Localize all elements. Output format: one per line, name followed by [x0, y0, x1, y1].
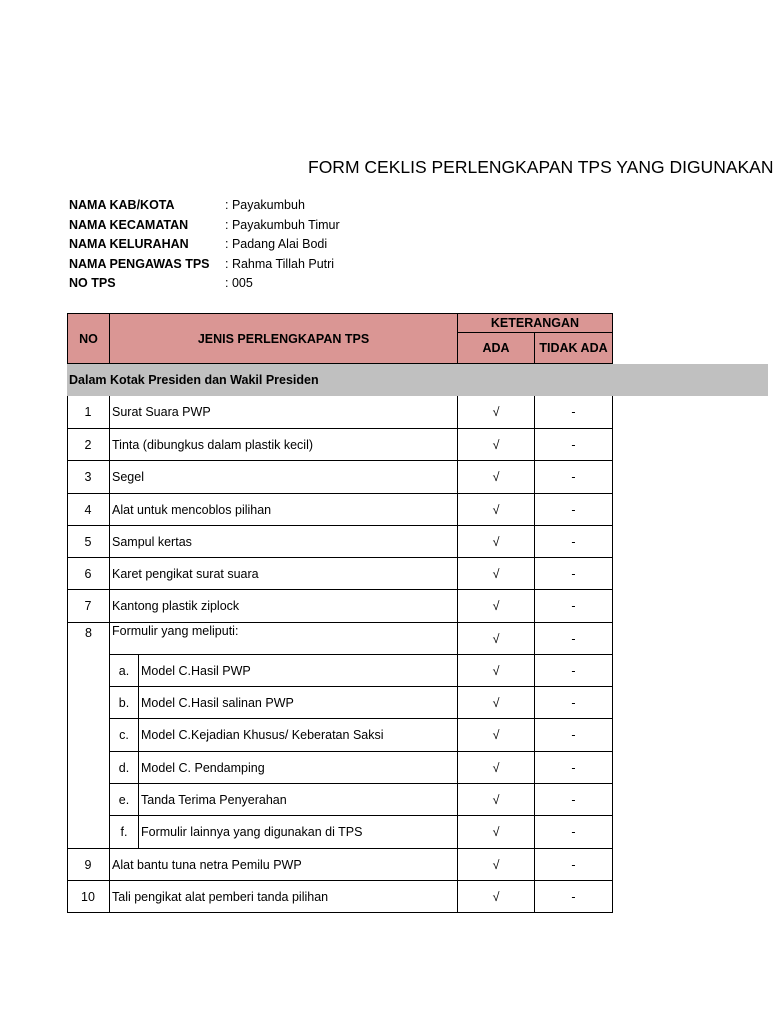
- table-left-border: [67, 396, 68, 913]
- row-ada: √: [458, 881, 535, 913]
- subrow-item: Model C.Hasil salinan PWP: [139, 687, 458, 719]
- subrow-tidak-ada: -: [535, 655, 613, 687]
- subrow-letter: f.: [110, 816, 139, 849]
- row-item: Alat untuk mencoblos pilihan: [110, 494, 458, 526]
- page-title: FORM CEKLIS PERLENGKAPAN TPS YANG DIGUNAKAN: [308, 157, 774, 177]
- row-tidak-ada: -: [535, 558, 613, 590]
- row-ada: √: [458, 396, 535, 429]
- row-item: Surat Suara PWP: [110, 396, 458, 429]
- info-label: NAMA KECAMATAN: [69, 217, 189, 232]
- subrow-letter: c.: [110, 719, 139, 752]
- subrow-ada: √: [458, 719, 535, 752]
- subrow-tidak-ada: -: [535, 719, 613, 752]
- info-value: : Payakumbuh Timur: [225, 217, 340, 232]
- row-item: Karet pengikat surat suara: [110, 558, 458, 590]
- subrow-letter: d.: [110, 752, 139, 784]
- row-item: Segel: [110, 461, 458, 494]
- row-tidak-ada: -: [535, 623, 613, 655]
- row-ada: √: [458, 590, 535, 623]
- row-no: 9: [67, 849, 110, 881]
- row-tidak-ada: -: [535, 849, 613, 881]
- row-ada: √: [458, 526, 535, 558]
- row-no: 4: [67, 494, 110, 526]
- subrow-ada: √: [458, 655, 535, 687]
- row-no: 1: [67, 396, 110, 429]
- row-no: 7: [67, 590, 110, 623]
- subrow-item: Tanda Terima Penyerahan: [139, 784, 458, 816]
- subrow-ada: √: [458, 752, 535, 784]
- subrow-tidak-ada: -: [535, 752, 613, 784]
- row-item: Alat bantu tuna netra Pemilu PWP: [110, 849, 458, 881]
- header-tidak-ada: TIDAK ADA: [535, 333, 613, 364]
- row-ada: √: [458, 429, 535, 461]
- header-ada: ADA: [458, 333, 535, 364]
- info-value: : 005: [225, 276, 253, 291]
- info-value: : Rahma Tillah Putri: [225, 256, 335, 271]
- row-ada: √: [458, 461, 535, 494]
- subrow-letter: e.: [110, 784, 139, 816]
- subrow-item: Model C. Pendamping: [139, 752, 458, 784]
- row-no: 10: [67, 881, 110, 913]
- subrow-item: Model C.Hasil PWP: [139, 655, 458, 687]
- subrow-letter: b.: [110, 687, 139, 719]
- subrow-ada: √: [458, 816, 535, 849]
- info-value: : Payakumbuh: [225, 198, 305, 212]
- row-tidak-ada: -: [535, 429, 613, 461]
- row-no: 6: [67, 558, 110, 590]
- row-no: 8: [85, 626, 92, 640]
- row-no: 3: [67, 461, 110, 494]
- info-value: : Padang Alai Bodi: [225, 237, 328, 252]
- row-ada: √: [458, 558, 535, 590]
- row-item: Formulir yang meliputi:: [110, 623, 458, 655]
- section-title: Dalam Kotak Presiden dan Wakil Presiden: [69, 373, 319, 387]
- row-no: 5: [67, 526, 110, 558]
- info-label: NAMA KELURAHAN: [69, 237, 189, 252]
- subrow-tidak-ada: -: [535, 816, 613, 849]
- row-tidak-ada: -: [535, 881, 613, 913]
- subrow-tidak-ada: -: [535, 784, 613, 816]
- row-tidak-ada: -: [535, 494, 613, 526]
- subrow-letter: a.: [110, 655, 139, 687]
- row-ada: √: [458, 849, 535, 881]
- header-keterangan: KETERANGAN: [458, 313, 613, 333]
- row-tidak-ada: -: [535, 461, 613, 494]
- subrow-item: Model C.Kejadian Khusus/ Keberatan Saksi: [139, 719, 458, 752]
- row-item: Tali pengikat alat pemberi tanda pilihan: [110, 881, 458, 913]
- row-tidak-ada: -: [535, 590, 613, 623]
- row-ada: √: [458, 494, 535, 526]
- row-tidak-ada: -: [535, 526, 613, 558]
- subrow-ada: √: [458, 784, 535, 816]
- row-item: Tinta (dibungkus dalam plastik kecil): [110, 429, 458, 461]
- info-label: NAMA KAB/KOTA: [69, 198, 175, 212]
- info-label: NO TPS: [69, 276, 116, 291]
- header-no: NO: [67, 313, 110, 364]
- row-ada: √: [458, 623, 535, 655]
- row-tidak-ada: -: [535, 396, 613, 429]
- subrow-tidak-ada: -: [535, 687, 613, 719]
- header-item: JENIS PERLENGKAPAN TPS: [110, 313, 458, 364]
- row-item: Sampul kertas: [110, 526, 458, 558]
- subrow-ada: √: [458, 687, 535, 719]
- row-no: 2: [67, 429, 110, 461]
- subrow-item: Formulir lainnya yang digunakan di TPS: [139, 816, 458, 849]
- row-item: Kantong plastik ziplock: [110, 590, 458, 623]
- info-label: NAMA PENGAWAS TPS: [69, 256, 210, 271]
